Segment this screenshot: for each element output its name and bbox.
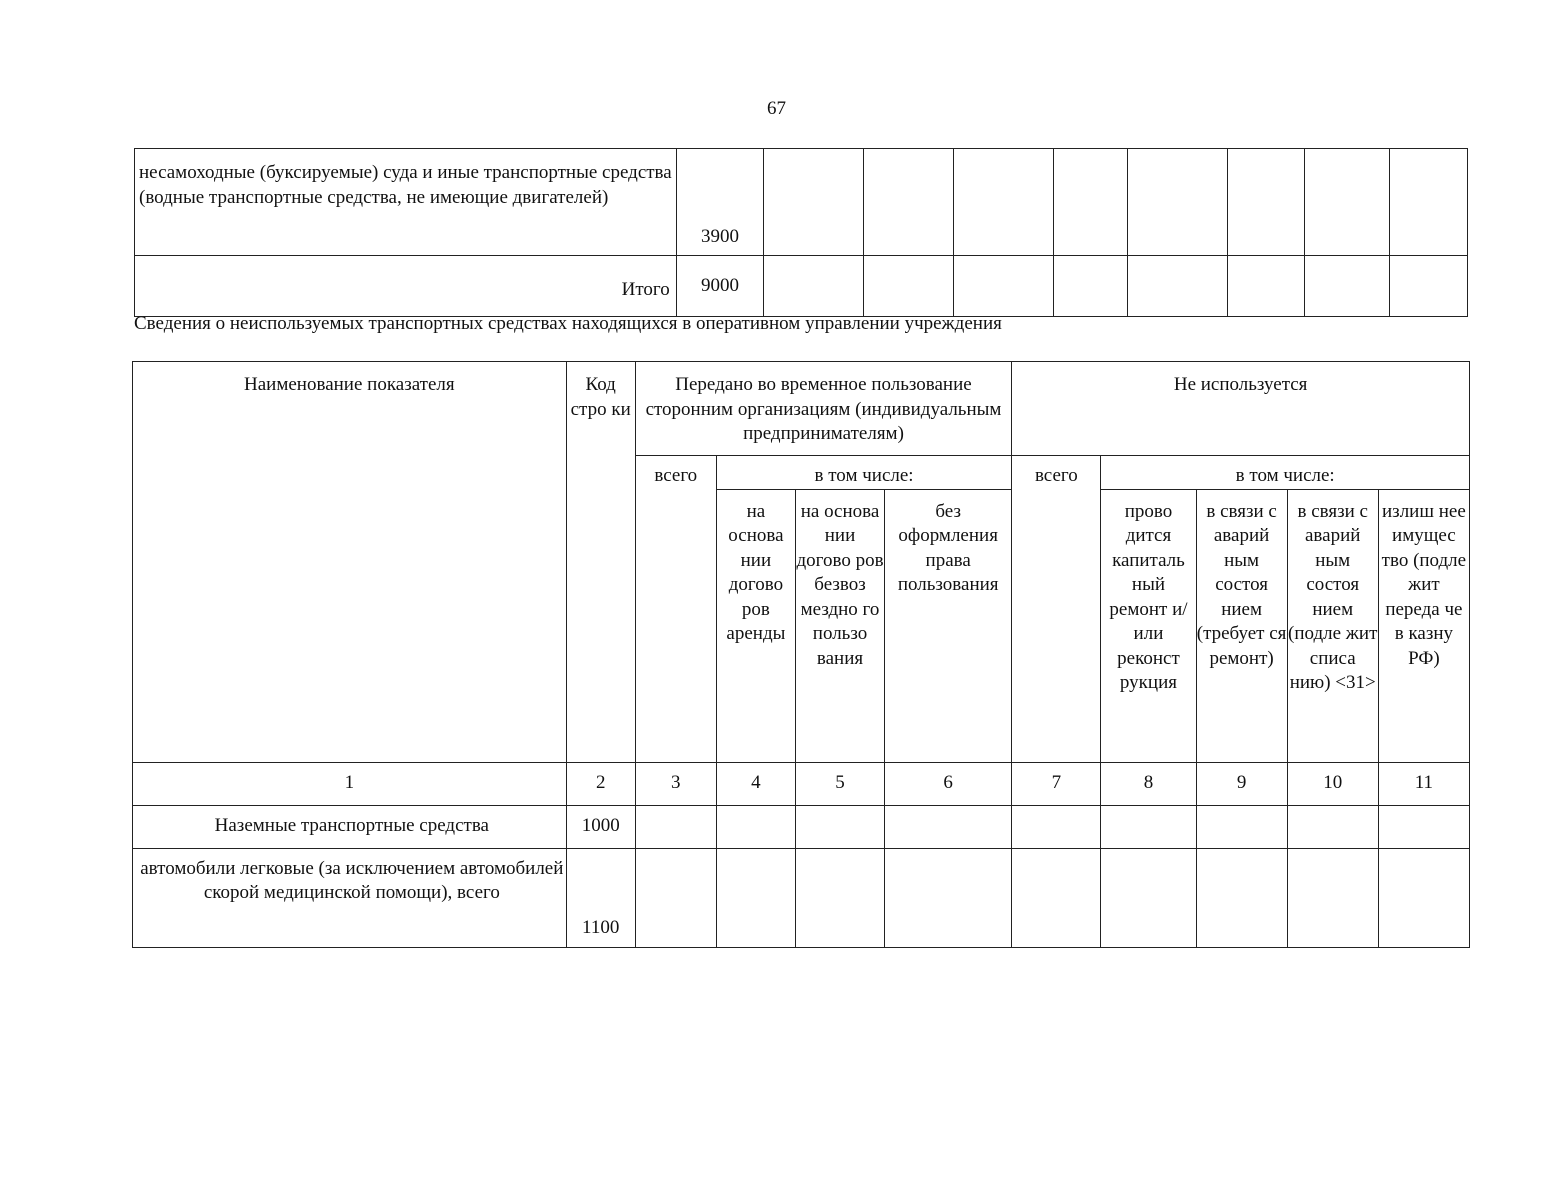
column-number: 1 <box>133 762 567 805</box>
empty-cell <box>1054 149 1128 256</box>
empty-cell <box>1228 149 1304 256</box>
column-number-row <box>133 762 1470 805</box>
column-number: 5 <box>795 762 884 805</box>
empty-cell <box>1196 805 1287 848</box>
row-code: 9000 <box>676 256 763 317</box>
unused-vehicles-table <box>132 361 1470 948</box>
table-row <box>133 805 1470 848</box>
column-number: 6 <box>885 762 1012 805</box>
empty-cell <box>1389 256 1467 317</box>
empty-cell <box>864 149 954 256</box>
empty-cell <box>954 149 1054 256</box>
column-number: 8 <box>1101 762 1196 805</box>
row-name: Итого <box>135 256 677 317</box>
empty-cell <box>764 149 864 256</box>
empty-cell <box>635 848 716 947</box>
table-row <box>133 848 1470 947</box>
empty-cell <box>1287 848 1378 947</box>
empty-cell <box>954 256 1054 317</box>
header-transferred: Передано во временное пользование сторонним организациям (индивидуальным предпринимателям) <box>635 362 1012 456</box>
column-number: 7 <box>1012 762 1101 805</box>
empty-cell <box>1101 848 1196 947</box>
column-number: 11 <box>1378 762 1469 805</box>
column-number: 4 <box>716 762 795 805</box>
empty-cell <box>1389 149 1467 256</box>
row-name: Наземные транспортные средства <box>133 805 567 848</box>
column-number: 9 <box>1196 762 1287 805</box>
empty-cell <box>864 256 954 317</box>
row-name: автомобили легковые (за исключением автомобилей скорой медицинской помощи), всего <box>133 848 567 947</box>
continuation-table <box>134 148 1468 317</box>
table-row <box>135 149 1468 256</box>
total-row <box>135 256 1468 317</box>
header-code: Код стро ки <box>566 362 635 763</box>
page-number: 67 <box>767 98 786 119</box>
empty-cell <box>1228 256 1304 317</box>
empty-cell <box>764 256 864 317</box>
empty-cell <box>635 805 716 848</box>
empty-cell <box>795 805 884 848</box>
empty-cell <box>1304 149 1389 256</box>
column-number: 3 <box>635 762 716 805</box>
header-including-not-used: в том числе: <box>1101 456 1470 490</box>
empty-cell <box>716 805 795 848</box>
column-number: 10 <box>1287 762 1378 805</box>
empty-cell <box>1128 149 1228 256</box>
header-total-not-used: всего <box>1012 456 1101 763</box>
empty-cell <box>1378 848 1469 947</box>
empty-cell <box>1012 805 1101 848</box>
header-row <box>133 362 1470 456</box>
row-name: несамоходные (буксируемые) суда и иные транспортные средства (водные транспортные средства, не имеющие двигателей) <box>135 149 677 256</box>
empty-cell <box>1101 805 1196 848</box>
header-total-transferred: всего <box>635 456 716 763</box>
column-number: 2 <box>566 762 635 805</box>
empty-cell <box>885 848 1012 947</box>
section-title: Сведения о неиспользуемых транспортных средствах находящихся в оперативном управлении учреждения <box>134 313 1002 334</box>
header-lease: на основа нии догово ров аренды <box>716 489 795 762</box>
header-not-used: Не используется <box>1012 362 1470 456</box>
empty-cell <box>716 848 795 947</box>
empty-cell <box>1196 848 1287 947</box>
row-code: 1000 <box>566 805 635 848</box>
empty-cell <box>885 805 1012 848</box>
header-surplus: излиш нее имущес тво (подле жит переда че в казну РФ) <box>1378 489 1469 762</box>
header-emergency-writeoff: в связи с аварий ным состоя нием (подле жит списа нию) <31> <box>1287 489 1378 762</box>
empty-cell <box>1287 805 1378 848</box>
empty-cell <box>1128 256 1228 317</box>
header-including-transferred: в том числе: <box>716 456 1011 490</box>
header-emergency-repair: в связи с аварий ным состоя нием (требует ся ремонт) <box>1196 489 1287 762</box>
header-free-use: на основа нии догово ров безвоз мездно го пользо вания <box>795 489 884 762</box>
empty-cell <box>795 848 884 947</box>
empty-cell <box>1304 256 1389 317</box>
header-name: Наименование показателя <box>133 362 567 763</box>
empty-cell <box>1054 256 1128 317</box>
row-code: 1100 <box>566 848 635 947</box>
header-no-registration: без оформления права пользования <box>885 489 1012 762</box>
header-repair: прово дится капиталь ный ремонт и/или реконст рукция <box>1101 489 1196 762</box>
empty-cell <box>1378 805 1469 848</box>
row-code: 3900 <box>676 149 763 256</box>
empty-cell <box>1012 848 1101 947</box>
